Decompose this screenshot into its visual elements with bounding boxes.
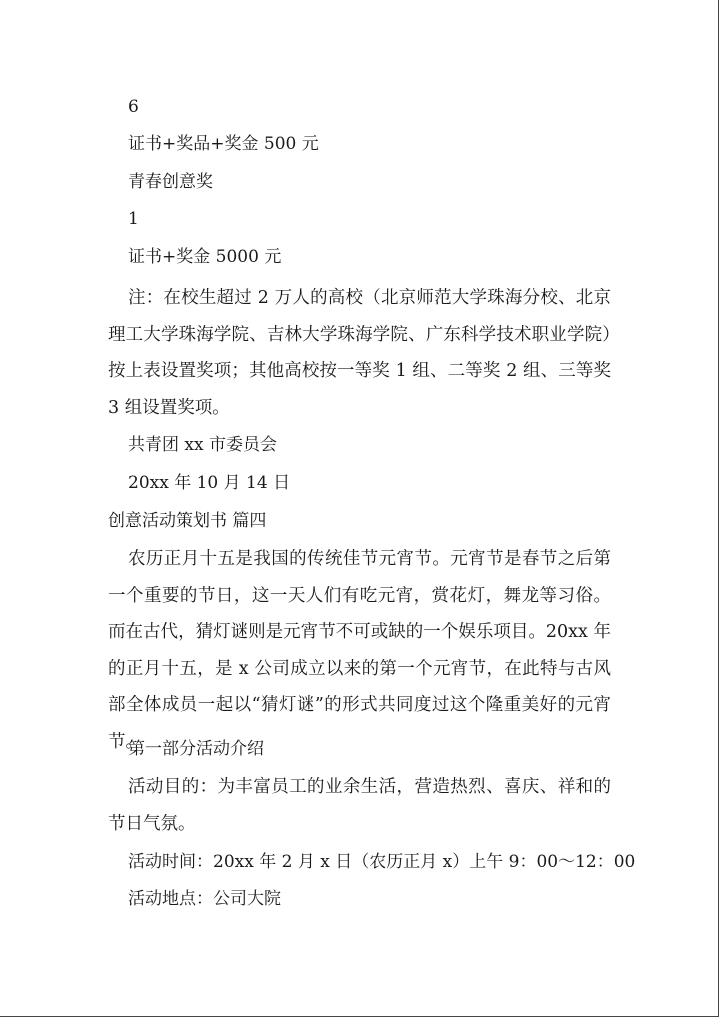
- organizer-name: 共青团 xx 市委员会: [128, 435, 277, 455]
- part-one-heading: 第一部分活动介绍: [128, 739, 264, 759]
- award-name-youth-creative: 青春创意奖: [128, 172, 213, 192]
- award-note-paragraph: 注：在校生超过 2 万人的高校（北京师范大学珠海分校、北京理工大学珠海学院、吉林大学珠海学院、广东科学技术职业学院）按上表设置奖项；其他高校按一等奖 1 组、二等奖 2 组、三等奖 3 组设置奖项。: [108, 288, 611, 418]
- award-count-6: 6: [128, 97, 139, 117]
- intro-paragraph: 农历正月十五是我国的传统佳节元宵节。元宵节是春节之后第一个重要的节日，这一天人们有吃元宵，赏花灯，舞龙等习俗。而在古代，猜灯谜则是元宵节不可或缺的一个娱乐项目。20xx 年的正月十五，是 x 公司成立以来的第一个元宵节，在此特与古风部全体成员一起以“猜灯谜”的形式共同度过这个隆重美好的元宵节。: [108, 549, 611, 752]
- activity-purpose: 活动目的：为丰富员工的业余生活，营造热烈、喜庆、祥和的节日气氛。: [108, 777, 611, 834]
- activity-place: 活动地点：公司大院: [128, 889, 281, 909]
- award-count-1: 1: [128, 209, 139, 229]
- activity-time: 活动时间：20xx 年 2 月 x 日（农历正月 x）上午 9：00～12：00: [128, 852, 636, 872]
- award-prize-5000: 证书+奖金 5000 元: [128, 247, 282, 267]
- document-date: 20xx 年 10 月 14 日: [128, 473, 291, 493]
- award-prize-500: 证书+奖品+奖金 500 元: [128, 134, 319, 154]
- section-heading: 创意活动策划书 篇四: [108, 511, 267, 531]
